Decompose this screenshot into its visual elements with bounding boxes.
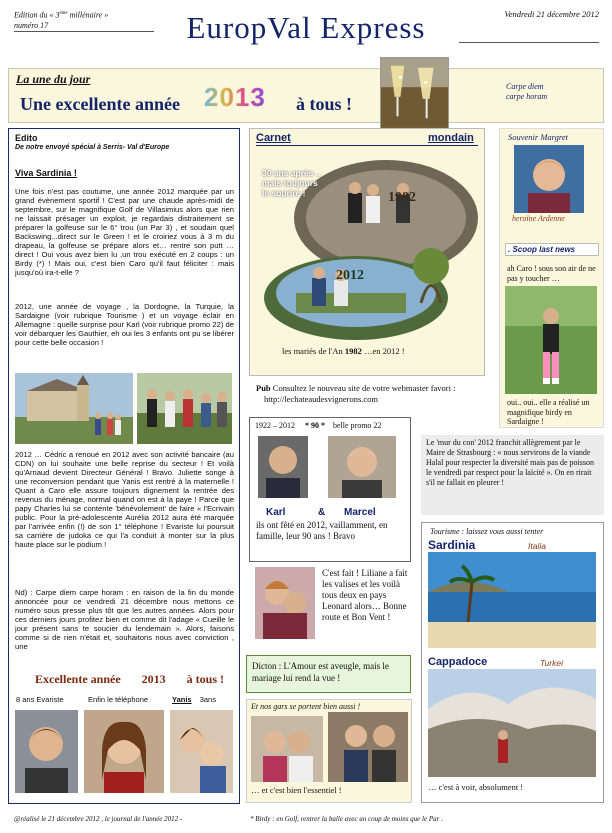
champagne-photo: [380, 57, 449, 129]
edito-subtitle: De notre envoyé spécial à Serris- Val d'Europe: [15, 144, 170, 151]
gars-photo-1: [251, 716, 323, 782]
golf-illustration: [505, 286, 597, 394]
golf-caption: oui.. oui.. elle a réalisé un magnifique birdy en Sardaigne !: [507, 398, 590, 426]
karl-illustration: [258, 436, 308, 498]
caption-year: 1982: [344, 346, 362, 356]
pub-label: Pub: [256, 383, 271, 393]
scoop-title: . Scoop last news: [508, 245, 576, 254]
header-rule-right: [459, 42, 599, 43]
promo-amp: &: [318, 507, 326, 518]
evariste-illustration: [15, 710, 78, 793]
champagne-illustration: [381, 58, 448, 128]
wedding-photo-text: [262, 168, 321, 198]
une-label: La une du jour: [16, 72, 91, 86]
edito-closing: [35, 672, 224, 687]
footer-right: * Birdy : en Golf, rentrer la balle avec un coup de moins que le Par .: [250, 815, 443, 823]
family-vineyard-photo: [137, 373, 232, 444]
une-headline-post: à tous !: [296, 94, 353, 114]
edito-heading: Viva Sardinia !: [15, 168, 77, 178]
tourisme-intro: Tourisme : laissez vous aussi tenter: [430, 527, 544, 536]
edito-paragraph-3: 2012 … Cédric a renoué en 2012 avec son activité bancaire (au CDN) on lui souhaite une belle reprise du secteur ! Et voilà qu'Arnaud devient Directeur Général ! Bravo. Juliette songe à une reconversion pendant que Yanis est rentré à la maternelle ! Quant à Caro elle assure toujours dignement la rentrée des revenus du ménage, normal quand on est à la paye ! Parce que papy Charles lui se contente 'bénévolement' de faire « l'Ecrivain public. Pour la pré-adolescente Aurélia 2012 aura été marquée par l'arrivée enfin (!) de son 1° téléphone ! Evariste lui poursuit sa carrière de judoka ce qui l'a conduit à monter sur la plus haute place sur le podium !: [15, 450, 234, 549]
con-text: Le 'mur du con' 2012 franchit allègrement par le Maire de Strasbourg : « nous servirons de la viande Halal pour respecter la diversité mais pas de poisson le vendredi par respect pour la laïcité ». On en rirait s'il ne fallait en pleurer !: [426, 438, 594, 487]
edition-info: [14, 9, 164, 31]
pub-url[interactable]: http://lechateaudesvignerons.com: [264, 394, 379, 404]
yanis-illustration: [170, 710, 233, 793]
souvenir-caption: heroïne Ardenne: [512, 214, 565, 223]
closing-pre: Excellente année: [35, 672, 121, 686]
caption-pre: les mariés de l'An: [282, 346, 343, 356]
sardinia-photo: [428, 552, 596, 648]
header-rule-left: [14, 31, 154, 32]
gars-title: Et nos gars se portent bien aussi !: [251, 702, 361, 711]
gars-caption: … et c'est bien l'essentiel !: [251, 785, 342, 795]
tourisme-caption: … c'est à voir, absolument !: [428, 782, 524, 792]
promo-years: 1922 – 2012: [255, 421, 295, 430]
aurelia-illustration: [84, 710, 164, 793]
photo-text-3: le sourire !: [262, 188, 306, 198]
carnet-title-left: Carnet: [256, 132, 291, 144]
promo-text: ils ont fêté en 2012, vaillamment, en famille, leur 90 ans ! Bravo: [256, 520, 388, 541]
gars-illustration-2: [328, 712, 408, 782]
carnet-rule: [256, 145, 478, 146]
issue-date: Vendredi 21 décembre 2012: [504, 9, 599, 19]
edito-paragraph-4: Nd) : Carpe diem carpe horam : en raison de la fin du monde annoncée pour ce vendredi 21 décembre nous mettons ce numéro sous presse plus tôt que les autres années. Alors pour ces derniers jours profitez bien et comme dit l'adage « Cueille le jour présent sans te soucier du lendemain ». Alors, faisons comme si de rien n'était et, souhaitons nous avec conviction , une: [15, 588, 234, 651]
marcel-photo: [328, 436, 396, 498]
tourisme-dest-2: Cappadoce: [428, 656, 488, 668]
karl-photo: [258, 436, 308, 498]
liliane-illustration: [255, 567, 315, 639]
closing-year: 2013: [141, 672, 166, 686]
gars-photo-2: [328, 712, 408, 782]
kid-3-age: 3ans: [199, 695, 216, 704]
edition-sup: ème: [59, 11, 68, 16]
kid-caption-3: [172, 695, 216, 704]
kid-caption-2: Enfin le téléphone: [88, 695, 149, 704]
kid-caption-1: 8 ans Evariste: [16, 695, 64, 704]
margret-illustration: [514, 145, 584, 213]
edito-paragraph-1: Une fois n'est pas coutume, une année 2012 marquée par un grand évènement sportif ! C'est par une chaude après-midi de septembre, sur le magnifique Golf de Villasimius alors que rien ne laissait présager un exploit, je regardais distraitement se préparer la golfeuse sur le 6° trou (un Par 3) , et soudain quel Backswing...direct sur le Green ! et le croiriez vous à 3 m du drapeau, la golfeuse se prépare alors et… rentre son putt … direct ! Oui vous avez bien lu ,un trou exécuté en 2 coups : un Birdy (*) ! Mais oui, c'est bien Caro qu'il faut féliciter : mais jusqu'où ira-t-elle ?: [15, 187, 234, 277]
promo-header: [255, 421, 381, 430]
edito-paragraph-2: 2012, une année de voyage , la Dordogne, la Turquie, la Sardaigne (voir rubrique Tourisme ) et un voyage éclair en Allemagne : quelle surprise pour Karl (voir rubrique promo 22) de voir débarquer les Gauthier, eh oui les 3 enfants ont pu se libérer pour cette belle occasion !: [15, 302, 234, 347]
closing-post: à tous !: [186, 672, 224, 686]
tourisme-dest-1: Sardinia: [428, 538, 476, 552]
gars-illustration-1: [251, 716, 323, 782]
promo-label: belle promo 22: [333, 421, 382, 430]
edition-prefix: Edition du « 3: [14, 10, 60, 20]
carnet-title-right: mondain: [428, 132, 474, 144]
promo-name-2: Marcel: [344, 507, 376, 518]
une-year: [204, 82, 266, 113]
une-year-text: 2013: [204, 82, 266, 112]
dicton-text: : L'Amour est aveugle, mais le mariage lui rend la vue !: [252, 661, 389, 683]
cappadoce-illustration: [428, 669, 596, 777]
pub-text: Consultez le nouveau site de votre webmaster favori :: [272, 383, 456, 393]
scoop-text: ah Caro ! sous son air de ne pas y toucher …: [507, 264, 596, 283]
kid-3-name: Yanis: [172, 695, 192, 704]
wedding-caption: [282, 346, 405, 356]
chateau-photo: [15, 373, 133, 444]
souvenir-title: Souvenir Margret: [508, 132, 569, 142]
tourisme-dest-2-country: Turkei: [540, 658, 563, 668]
aurelia-phone-photo: [84, 710, 164, 793]
liliane-text: C'est fait ! Liliane a fait les valises et les voilà tous deux en pays Leonard alors… Bonne route et Bon Vent !: [322, 568, 408, 622]
issue-number: numéro 17: [14, 20, 49, 30]
photo-text-2: mais toujours: [262, 178, 318, 188]
promo-age: * 90 *: [305, 421, 325, 430]
cappadoce-photo: [428, 669, 596, 777]
une-headline-pre: Une excellente année: [20, 94, 180, 114]
newspaper-title: EuropVal Express: [186, 10, 426, 45]
edition-suffix: millénaire »: [67, 10, 109, 20]
edito-title: Edito: [15, 133, 38, 143]
dicton-block: [252, 660, 408, 684]
caption-mid: …en 2012 !: [364, 346, 405, 356]
family-vineyard-illustration: [137, 373, 232, 444]
evariste-photo: [15, 710, 78, 793]
photo-text-1: 30 ans après ..: [262, 168, 321, 178]
yanis-photo: [170, 710, 233, 793]
sardinia-illustration: [428, 552, 596, 648]
footer-left: @réalisé le 21 décembre 2012 , le journal de l'année 2012 -: [14, 815, 183, 823]
promo-name-1: Karl: [266, 507, 286, 518]
year-2012-label: 2012: [336, 268, 364, 283]
carpe-horam: carpe horam: [506, 92, 548, 101]
golf-photo: [505, 286, 597, 394]
tourisme-dest-1-country: Italia: [528, 541, 546, 551]
dicton-label: Dicton: [252, 661, 277, 671]
pub-block: [256, 383, 482, 405]
carpe-notes: [506, 82, 547, 102]
marcel-illustration: [328, 436, 396, 498]
margret-photo: [514, 145, 584, 213]
chateau-illustration: [15, 373, 133, 444]
year-1982-label: 1982: [388, 190, 416, 205]
carpe-diem: Carpe diem: [506, 82, 544, 91]
liliane-photo: [255, 567, 315, 639]
